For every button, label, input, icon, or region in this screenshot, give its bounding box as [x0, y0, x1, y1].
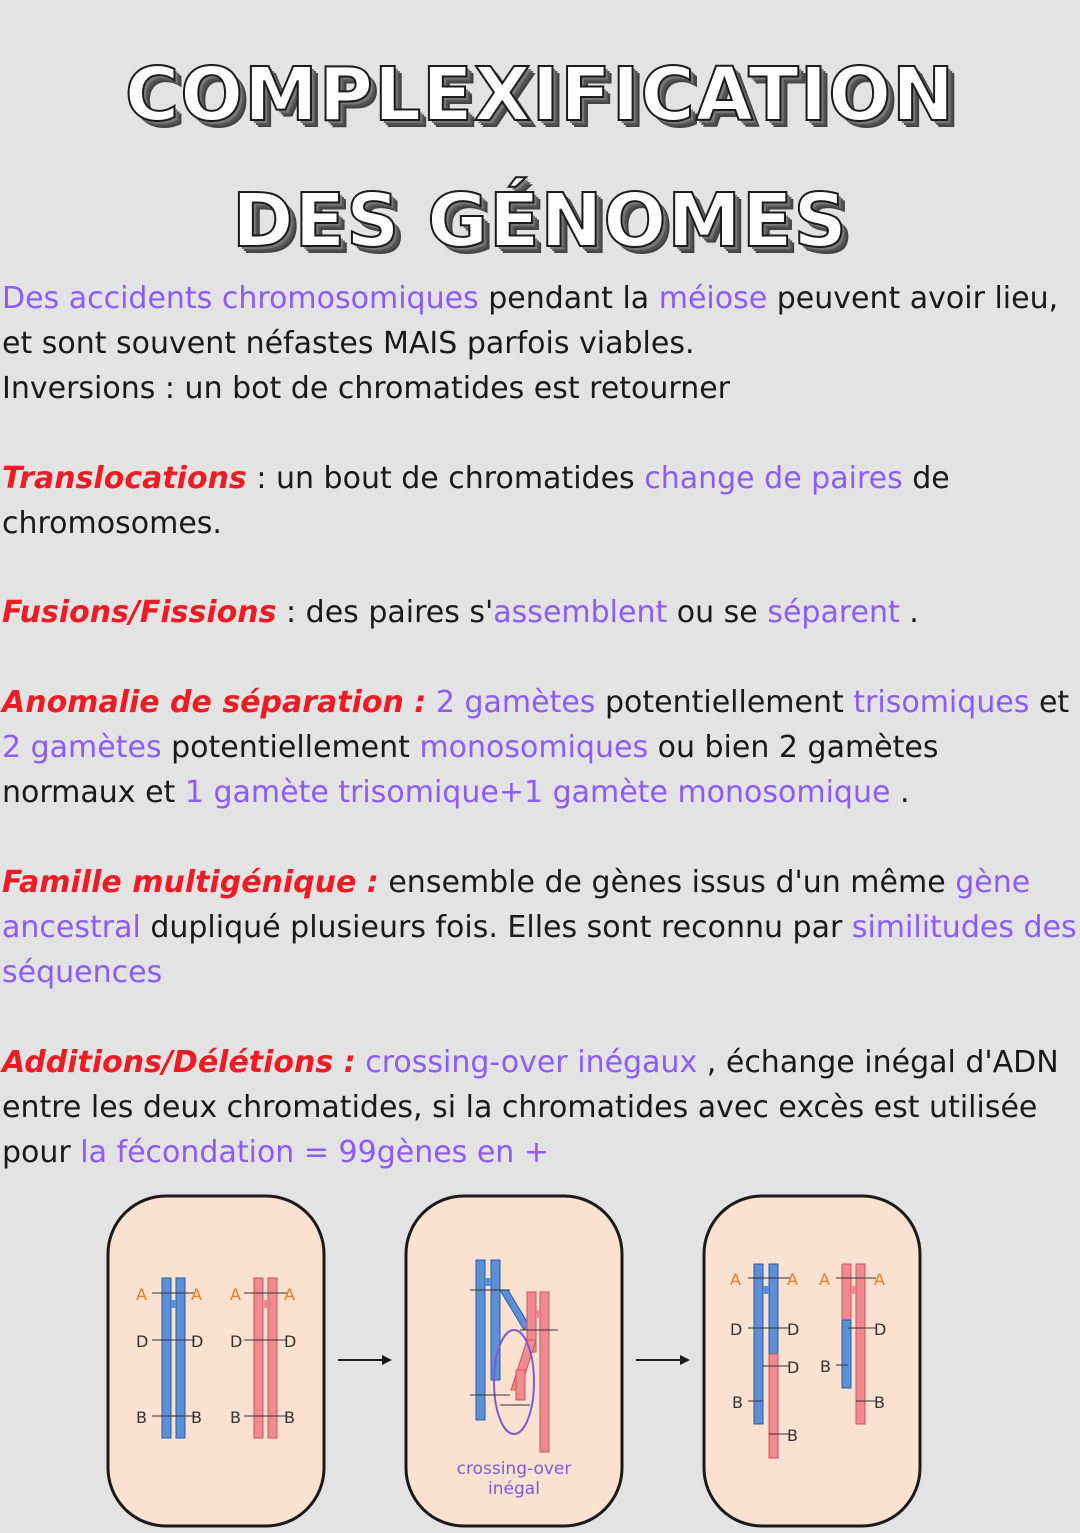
label-a: A: [136, 1285, 147, 1304]
fusions-text-3: .: [899, 595, 919, 630]
arrow-2: [636, 1355, 690, 1365]
crossing-over-label-1: crossing-over: [456, 1459, 572, 1479]
translocations-text-2: de chromosomes.: [2, 461, 950, 541]
label-b: B: [732, 1393, 743, 1412]
additions-highlight-1: crossing-over inégaux: [365, 1045, 698, 1080]
label-d: D: [191, 1332, 204, 1351]
panel-before: [108, 1196, 324, 1526]
term-famille: Famille multigénique :: [2, 865, 379, 900]
paragraph-famille: [2, 860, 1078, 995]
paragraph-intro: [2, 276, 1078, 411]
label-b: B: [284, 1408, 295, 1427]
translocations-highlight: change de paires: [644, 461, 903, 496]
intro-highlight-2: méiose: [658, 281, 768, 316]
anomalie-highlight-1: 2 gamètes: [435, 685, 596, 720]
label-d: D: [136, 1332, 149, 1351]
arrow-1: [338, 1355, 392, 1365]
additions-text-1: , échange inégal d'ADN entre les deux chromatides, si la chromatides avec excès est utilisée pour: [2, 1045, 1059, 1170]
famille-text-2: dupliqué plusieurs fois. Elles sont reconnu par: [140, 910, 852, 945]
label-a: A: [819, 1270, 830, 1289]
label-b: B: [787, 1426, 798, 1445]
translocations-text-1: : un bout de chromatides: [246, 461, 645, 496]
label-b: B: [874, 1393, 885, 1412]
anomalie-text-4: ou bien 2 gamètes normaux et: [2, 730, 939, 810]
label-b: B: [136, 1408, 147, 1427]
additions-highlight-2: la fécondation = 99gènes en +: [80, 1135, 549, 1170]
label-d: D: [284, 1332, 297, 1351]
panel-after: [704, 1196, 920, 1526]
label-d: D: [787, 1320, 800, 1339]
label-d: D: [230, 1332, 243, 1351]
anomalie-text-2: et: [1029, 685, 1070, 720]
anomalie-highlight-5: 1 gamète trisomique+1 gamète monosomique: [184, 775, 891, 810]
label-a: A: [191, 1285, 202, 1304]
term-translocations: Translocations: [2, 461, 247, 496]
title-line-2: DES GÉNOMES: [232, 178, 848, 264]
fusions-text-1: : des paires s': [276, 595, 494, 630]
anomalie-text-3: potentiellement: [161, 730, 420, 765]
label-b: B: [230, 1408, 241, 1427]
famille-highlight-1: gène ancestral: [2, 865, 1031, 945]
paragraph-translocations: [2, 456, 1078, 546]
fusions-text-2: ou se: [667, 595, 768, 630]
paragraph-anomalie: [2, 680, 1078, 815]
label-d: D: [730, 1320, 743, 1339]
term-fusions: Fusions/Fissions: [2, 595, 277, 630]
label-a: A: [284, 1285, 295, 1304]
label-a: A: [874, 1270, 885, 1289]
anomalie-text-1: potentiellement: [595, 685, 854, 720]
label-d: D: [787, 1358, 800, 1377]
intro-text-1: pendant la: [478, 281, 659, 316]
famille-highlight-2: similitudes des séquences: [2, 910, 1077, 990]
term-additions: Additions/Délétions :: [2, 1045, 356, 1080]
paragraph-fusions: [2, 590, 1078, 635]
intro-text-2: peuvent avoir lieu, et sont souvent néfastes MAIS parfois viables.: [2, 281, 1059, 361]
crossing-over-label-2: inégal: [488, 1479, 540, 1499]
inversions-text: Inversions : un bot de chromatides est retourner: [2, 371, 731, 406]
label-a: A: [730, 1270, 741, 1289]
label-b: B: [820, 1357, 831, 1376]
label-a: A: [787, 1270, 798, 1289]
anomalie-text-5: .: [890, 775, 910, 810]
paragraph-additions: [2, 1040, 1078, 1175]
label-b: B: [191, 1408, 202, 1427]
fusions-highlight-1: assemblent: [493, 595, 668, 630]
anomalie-highlight-4: monosomiques: [419, 730, 649, 765]
label-a: A: [230, 1285, 241, 1304]
intro-highlight-1: Des accidents chromosomiques: [2, 281, 479, 316]
anomalie-highlight-3: 2 gamètes: [2, 730, 162, 765]
crossing-over-figure: [100, 1190, 930, 1529]
fusions-highlight-2: séparent: [767, 595, 900, 630]
crossing-over-diagram: [100, 1190, 930, 1529]
label-d: D: [874, 1320, 887, 1339]
famille-text-1: ensemble de gènes issus d'un même: [378, 865, 956, 900]
title-line-1: COMPLEXIFICATION: [124, 52, 956, 138]
anomalie-highlight-2: trisomiques: [853, 685, 1030, 720]
term-anomalie: Anomalie de séparation :: [2, 685, 427, 720]
